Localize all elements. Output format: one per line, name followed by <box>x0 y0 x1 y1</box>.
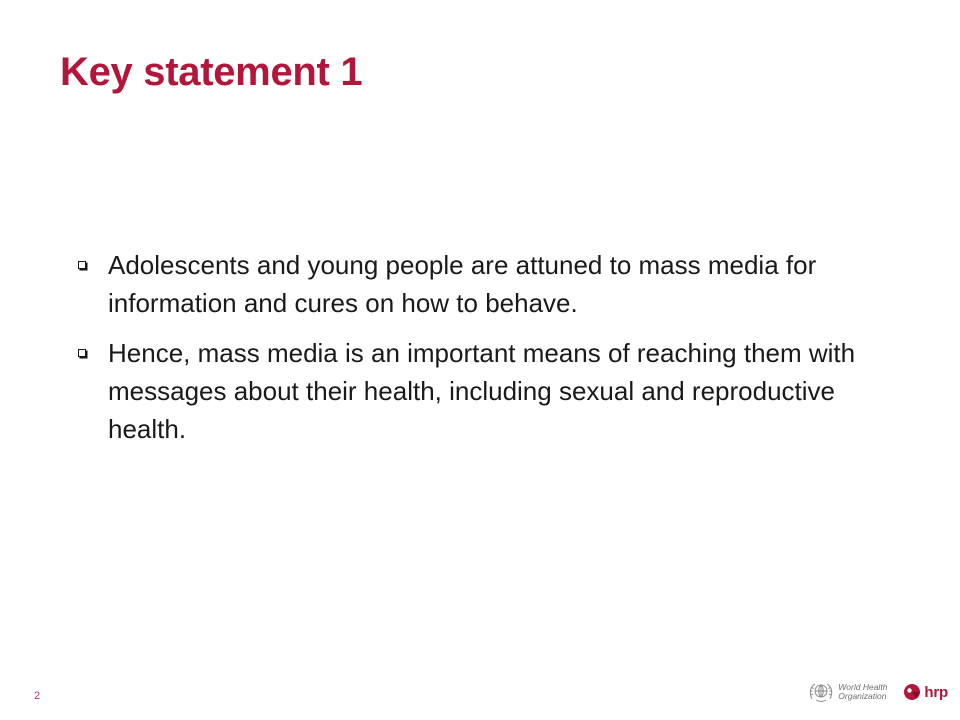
bullet-list <box>78 246 898 460</box>
bullet-item <box>78 334 898 448</box>
who-logo <box>808 681 887 703</box>
hrp-logo-label: hrp <box>924 683 948 701</box>
who-emblem-icon <box>808 681 834 703</box>
footer-logos <box>808 676 948 708</box>
bullet-item <box>78 246 898 322</box>
slide-title: Key statement 1 <box>60 50 363 94</box>
bullet-text: Hence, mass media is an important means of reaching them with messages about their health, including sexual and reproductive health. <box>108 338 856 444</box>
bullet-text: Adolescents and young people are attuned to mass media for information and cures on how to behave. <box>108 250 817 318</box>
page-number: 2 <box>34 690 41 702</box>
hrp-emblem-icon <box>903 683 921 701</box>
who-logo-line2: Organization <box>838 691 887 701</box>
who-logo-text <box>838 683 887 702</box>
square-bullet-icon <box>78 261 86 269</box>
who-logo-line1: World Health <box>838 681 888 692</box>
hrp-logo <box>903 683 948 701</box>
square-bullet-icon <box>78 349 86 357</box>
